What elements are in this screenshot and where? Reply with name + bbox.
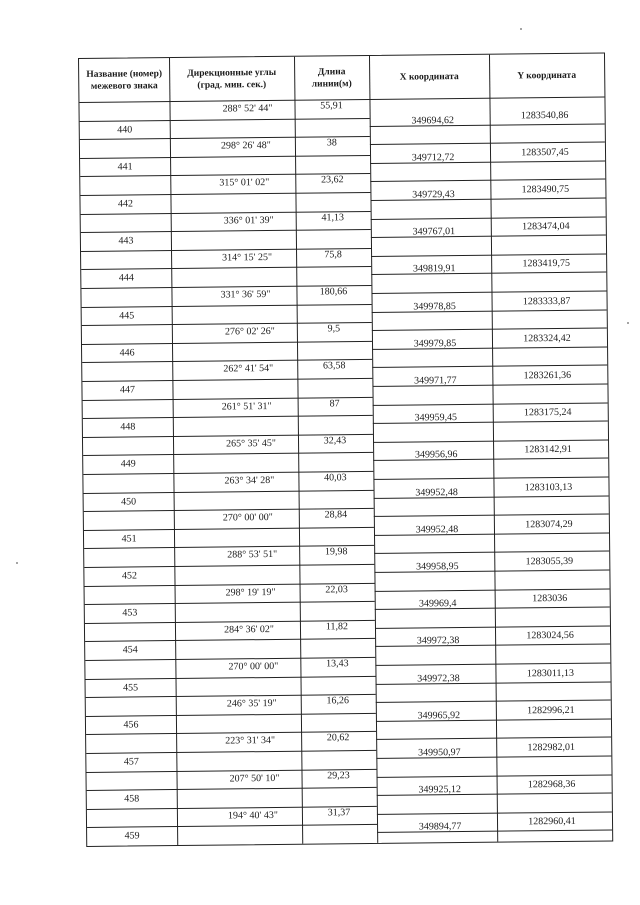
line-length-cell: 31,37 (327, 806, 351, 819)
line-length-cell: 11,82 (325, 621, 349, 633)
row-divider (377, 811, 612, 814)
point-name-cell: 448 (120, 421, 136, 433)
x-coordinate-cell: 349694,62 (411, 114, 454, 127)
point-name-cell: 450 (121, 496, 137, 508)
point-name-cell: 456 (123, 719, 139, 731)
y-coordinate-cell: 1283036 (532, 593, 568, 605)
x-coordinate-cell: 349819,91 (412, 263, 456, 275)
y-coordinate-cell: 1283142,91 (524, 444, 572, 456)
direction-angle-cell: 336° 01' 39" (223, 214, 274, 227)
direction-angle-cell: 261° 51' 31" (221, 400, 272, 413)
x-coordinate-cell: 349978,85 (413, 300, 456, 313)
table-header (79, 53, 604, 102)
direction-angle-cell: 314° 15' 25" (222, 251, 273, 264)
row-divider (376, 737, 611, 740)
line-length-cell: 63,58 (322, 360, 346, 372)
point-name-cell: 441 (117, 161, 133, 173)
point-name-cell: 447 (119, 384, 136, 396)
direction-angle-cell: 298° 26' 48" (220, 140, 271, 152)
point-name-cell: 444 (118, 272, 134, 284)
point-name-cell: 452 (121, 570, 137, 582)
direction-angle-cell: 265° 35' 45" (226, 437, 277, 450)
y-coordinate-cell: 1283333,87 (522, 295, 571, 307)
line-length-cell: 23,62 (320, 174, 344, 186)
y-coordinate-cell: 1283024,56 (526, 630, 574, 642)
row-divider (370, 142, 605, 145)
row-divider (376, 700, 611, 703)
direction-angle-cell: 288° 52' 44" (222, 102, 273, 115)
x-coordinate-cell: 349950,97 (417, 747, 461, 759)
line-length-cell: 38 (326, 137, 337, 149)
point-name-cell: 454 (122, 644, 138, 656)
row-divider (372, 365, 607, 368)
line-length-cell: 13,43 (326, 658, 349, 670)
x-coordinate-cell: 349972,38 (417, 672, 460, 685)
direction-angle-cell: 284° 36' 02" (223, 623, 274, 636)
y-coordinate-cell: 1283074,29 (525, 518, 573, 531)
line-length-cell: 87 (329, 397, 340, 409)
row-divider (375, 662, 610, 665)
scan-speck (16, 562, 18, 564)
row-divider (372, 328, 607, 331)
row-divider (82, 304, 372, 308)
row-divider (85, 676, 375, 680)
y-coordinate-cell: 1283011,13 (526, 667, 575, 679)
line-length-cell: 180,66 (319, 286, 348, 298)
row-divider (85, 638, 375, 642)
y-coordinate-cell: 1282968,36 (527, 779, 576, 791)
row-divider (84, 564, 374, 568)
y-coordinate-cell: 1283055,39 (525, 555, 574, 568)
y-coordinate-cell: 1283474,04 (521, 221, 570, 233)
row-divider (374, 514, 609, 517)
row-divider (83, 452, 373, 456)
point-name-cell: 459 (124, 830, 140, 842)
y-coordinate-cell: 1283507,45 (521, 146, 569, 159)
direction-angle-cell: 223° 31' 34" (225, 735, 276, 747)
x-coordinate-cell: 349979,85 (413, 337, 457, 350)
point-name-cell: 446 (119, 347, 135, 359)
point-name-cell: 457 (123, 756, 139, 768)
y-coordinate-cell: 1282982,01 (527, 741, 576, 754)
row-divider (371, 253, 606, 256)
line-length-cell: 22,03 (325, 583, 348, 596)
point-name-cell: 440 (117, 124, 133, 136)
row-divider (80, 192, 370, 196)
x-coordinate-cell: 349729,43 (412, 189, 455, 201)
y-coordinate-cell: 1283261,36 (523, 369, 572, 382)
row-divider (370, 179, 605, 182)
y-coordinate-cell: 1283490,75 (521, 183, 570, 196)
y-coordinate-cell: 1283540,86 (520, 109, 569, 121)
row-divider (373, 402, 608, 405)
y-coordinate-cell: 1282960,41 (528, 816, 576, 828)
y-coordinate-cell: 1283419,75 (522, 258, 570, 270)
row-divider (86, 713, 376, 717)
row-divider (371, 216, 606, 219)
x-coordinate-cell: 349956,96 (414, 449, 458, 461)
direction-angle-cell: 270° 00' 00" (222, 512, 273, 524)
y-coordinate-cell: 1283103,13 (524, 481, 573, 493)
direction-angle-cell: 207° 50' 10" (229, 772, 280, 785)
line-length-cell: 55,91 (320, 100, 343, 112)
direction-angle-cell: 288° 53' 51" (227, 549, 278, 561)
point-name-cell: 455 (123, 681, 139, 694)
point-name-cell: 451 (121, 533, 137, 545)
x-coordinate-cell: 349965,92 (417, 709, 461, 722)
scan-speck (520, 28, 522, 30)
row-divider (81, 266, 371, 270)
header-point-name: Название (номер) межевого знака (86, 68, 163, 92)
line-length-cell: 29,23 (327, 769, 350, 782)
x-coordinate-cell: 349894,77 (418, 821, 462, 833)
x-coordinate-cell: 349712,72 (411, 151, 455, 164)
direction-angle-cell: 262° 41' 54" (223, 363, 274, 375)
direction-angle-cell: 194° 40' 43" (227, 809, 278, 822)
row-divider (86, 750, 376, 754)
row-divider (82, 341, 372, 345)
row-divider (80, 118, 370, 122)
direction-angle-cell: 315° 01' 02" (219, 177, 270, 189)
x-coordinate-cell: 349767,01 (412, 226, 456, 238)
point-name-cell: 445 (119, 310, 135, 322)
row-divider (80, 155, 370, 159)
row-divider (371, 290, 606, 293)
y-coordinate-cell: 1283175,24 (523, 407, 572, 419)
x-coordinate-cell: 349952,48 (415, 486, 458, 499)
row-divider (84, 527, 374, 531)
x-coordinate-cell: 349925,12 (418, 784, 461, 796)
row-divider (85, 601, 375, 605)
row-divider (373, 439, 608, 442)
x-coordinate-cell: 349969,4 (418, 598, 457, 610)
header-line-length: Длина линии(м) (311, 66, 352, 90)
direction-angle-cell: 246° 35' 19" (226, 698, 277, 710)
row-divider (375, 588, 610, 591)
x-coordinate-cell: 349958,95 (416, 561, 459, 573)
header-y-coordinate: Y координата (517, 70, 577, 81)
direction-angle-cell: 263° 34' 28" (224, 474, 275, 487)
x-coordinate-cell: 349971,77 (414, 375, 457, 387)
point-name-cell: 443 (118, 235, 134, 247)
row-divider (83, 415, 373, 419)
direction-angle-cell: 298° 19' 19" (225, 586, 276, 599)
row-divider (82, 378, 372, 382)
line-length-cell: 32,43 (323, 435, 347, 447)
x-coordinate-cell: 349959,45 (414, 412, 458, 424)
direction-angle-cell: 331° 36' 59" (220, 288, 271, 301)
line-length-cell: 75,8 (324, 249, 342, 261)
row-divider (87, 824, 377, 828)
scan-speck (627, 322, 629, 324)
line-length-cell: 40,03 (324, 472, 347, 484)
row-divider (377, 774, 612, 777)
row-divider (373, 476, 608, 479)
point-name-cell: 453 (122, 607, 138, 619)
row-divider (81, 229, 371, 233)
y-coordinate-cell: 1283324,42 (523, 332, 571, 345)
line-length-cell: 28,84 (324, 509, 348, 521)
row-divider (374, 551, 609, 554)
direction-angle-cell: 270° 00' 00" (228, 660, 279, 673)
direction-angle-cell: 276° 02' 26" (224, 326, 275, 338)
point-name-cell: 449 (120, 458, 136, 470)
header-x-coordinate: X координата (399, 71, 459, 83)
boundary-coordinates-table (78, 52, 613, 846)
row-divider (375, 625, 610, 628)
header-direction-angles: Дирекционные углы (град. мин. сек.) (187, 67, 277, 91)
line-length-cell: 9,5 (327, 323, 341, 335)
point-name-cell: 442 (117, 198, 134, 210)
line-length-cell: 41,13 (321, 211, 344, 224)
line-length-cell: 19,98 (324, 546, 348, 558)
point-name-cell: 458 (124, 793, 140, 805)
row-divider (84, 490, 374, 494)
x-coordinate-cell: 349972,38 (416, 635, 460, 647)
y-coordinate-cell: 1282996,21 (527, 704, 575, 717)
line-length-cell: 16,26 (326, 695, 350, 707)
x-coordinate-cell: 349952,48 (415, 523, 459, 536)
row-divider (87, 787, 377, 791)
line-length-cell: 20,62 (326, 732, 350, 744)
